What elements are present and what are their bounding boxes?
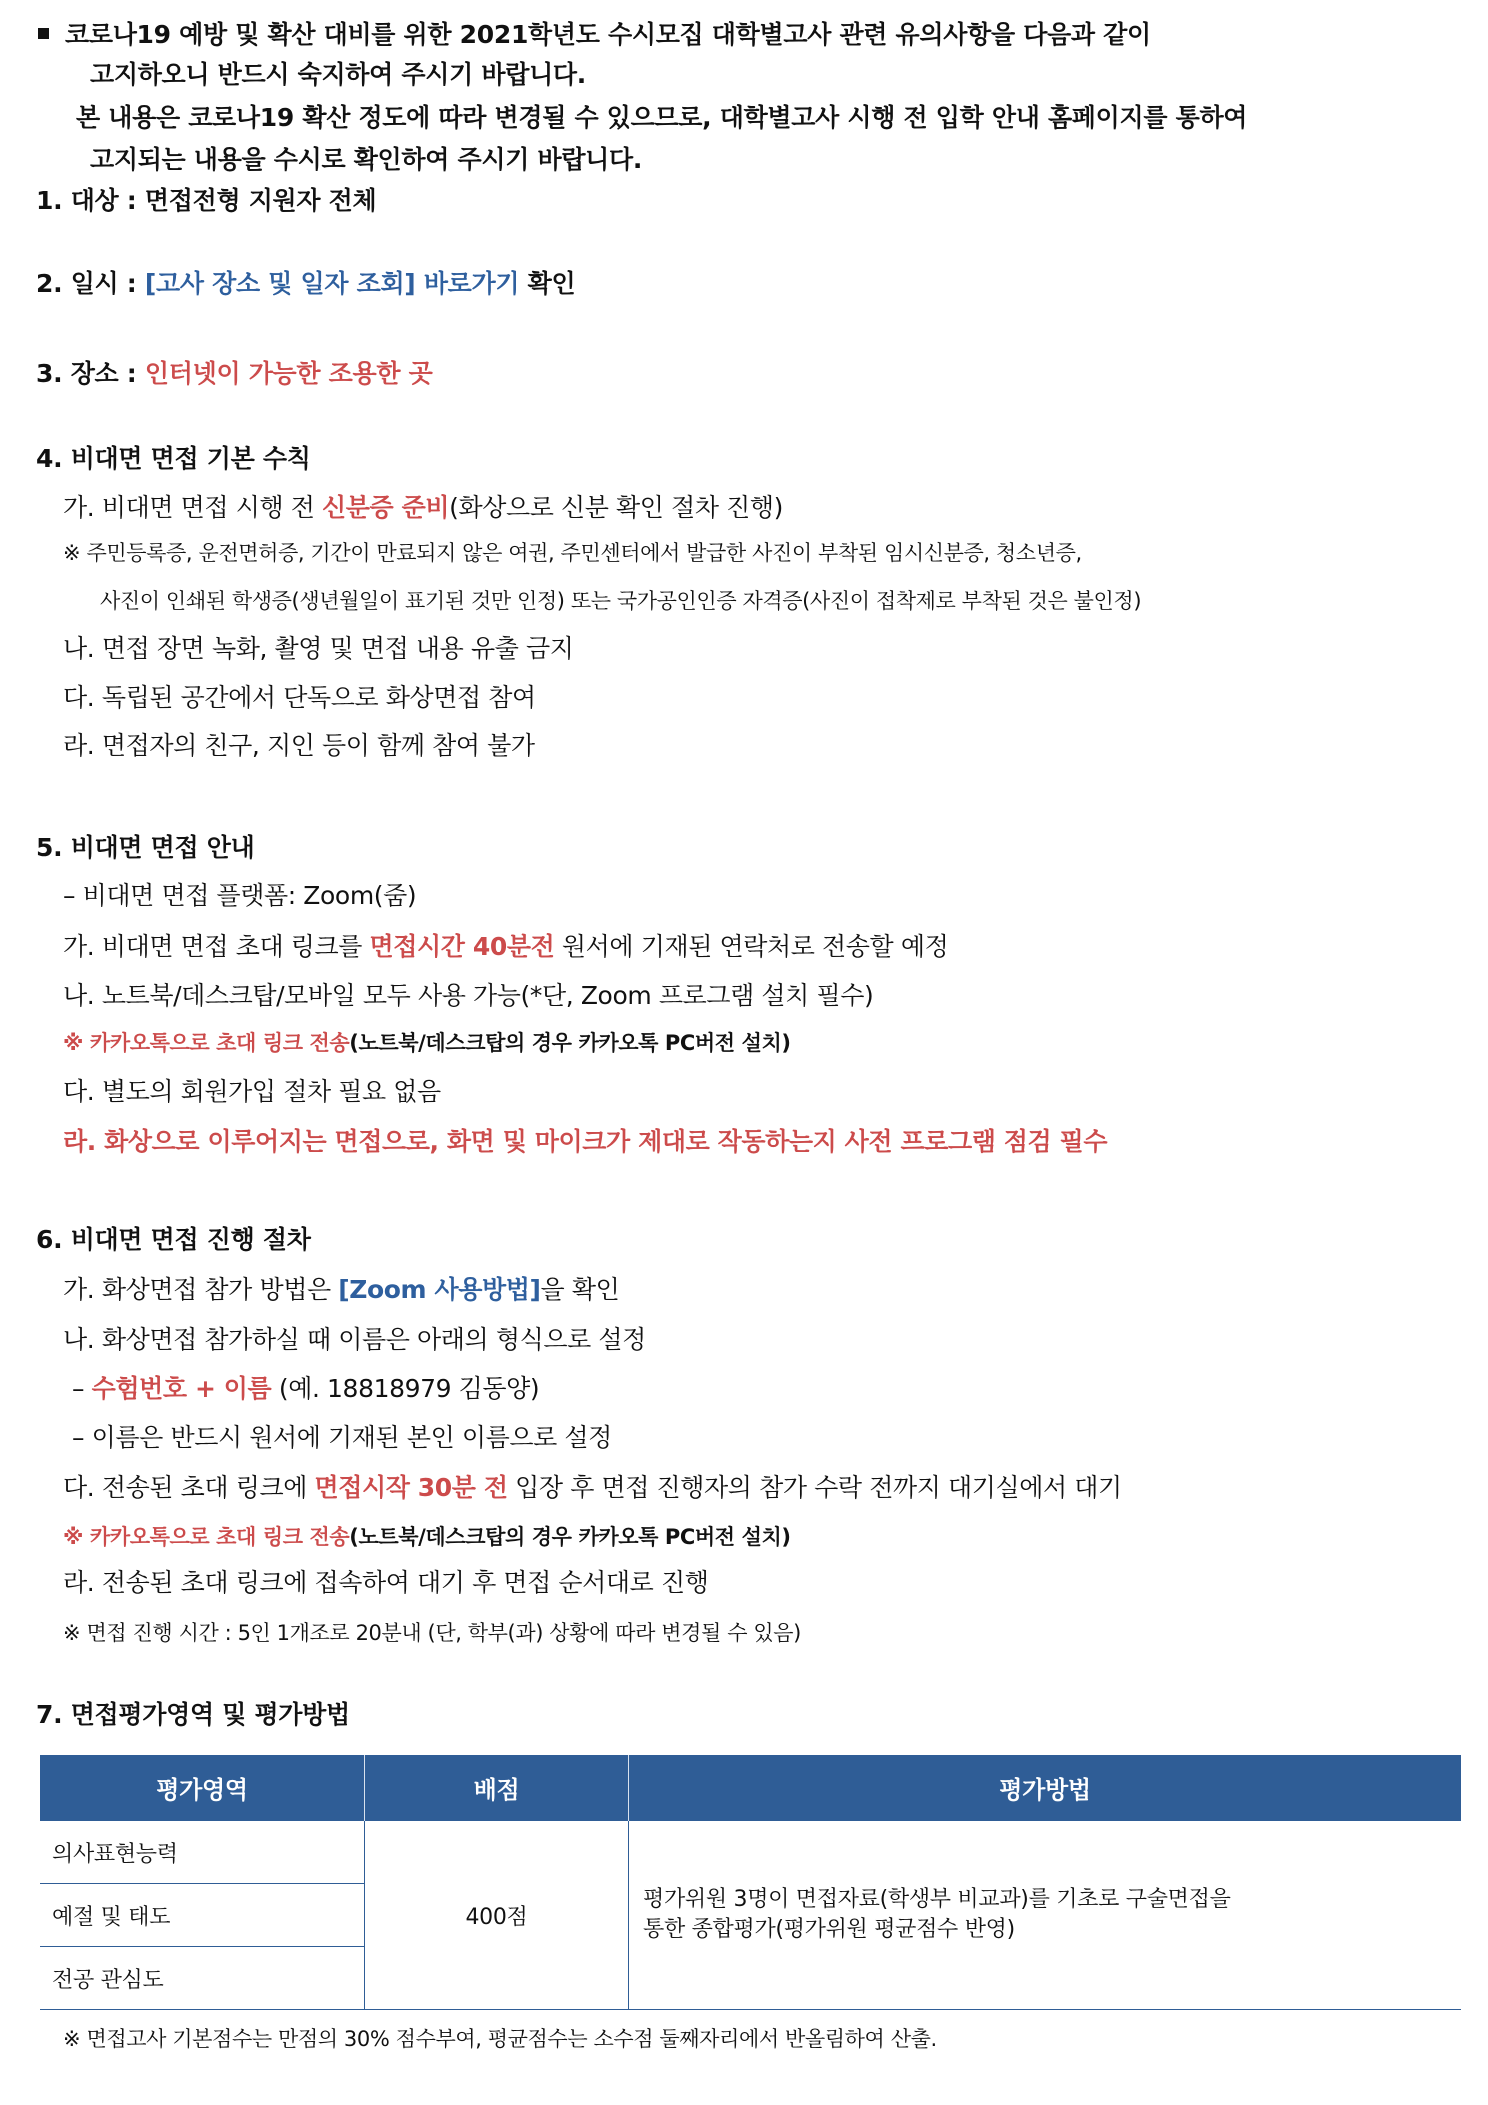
kakao-note-6 [63,1527,791,1548]
section-1-target [36,188,376,213]
entry-time-highlight: 면접시작 30분 전 [314,1473,508,1502]
exam-location-lookup-link[interactable]: [고사 장소 및 일자 조회] 바로가기 [144,269,520,298]
score-footnote: ※ 면접고사 기본점수는 만점의 30% 점수부여, 평균점수는 소수점 둘째자리에서 반올림하여 산출. [63,2027,937,2051]
section-2-schedule [36,271,575,296]
notice-text-1: 코로나19 예방 및 확산 대비를 위한 2021학년도 수시모집 대학별고사 관련 유의사항을 다음과 같이 [65,20,1151,49]
section-7-title: 7. 면접평가영역 및 평가방법 [36,1700,350,1729]
platform-line: – 비대면 면접 플랫폼: Zoom(줌) [63,881,417,910]
section-4-item-da: 다. 독립된 공간에서 단독으로 화상면접 참여 [63,683,536,712]
section-3-value: 인터넷이 가능한 조용한 곳 [144,359,433,388]
name-rule-line: – 이름은 반드시 원서에 기재된 본인 이름으로 설정 [72,1423,612,1452]
section-2-label: 2. 일시 : [36,269,145,298]
name-format-example: (예. 18818979 김동양) [271,1374,540,1403]
area-cell: 의사표현능력 [40,1821,365,1884]
table-header-row [40,1755,1461,1821]
dash: – [72,1374,92,1403]
section-3-place [36,361,432,386]
id-card-note-line-2: 사진이 인쇄된 학생증(생년월일이 표기된 것만 인정) 또는 국가공인인증 자격증(사진이 접착제로 부착된 것은 불인정) [100,589,1142,613]
section-1-label: 1. 대상 : [36,186,145,215]
section-6-title: 6. 비대면 면접 진행 절차 [36,1225,311,1254]
section-6-item-ra: 라. 전송된 초대 링크에 접속하여 대기 후 면접 순서대로 진행 [63,1568,709,1597]
name-format-highlight: 수험번호 + 이름 [91,1374,272,1403]
evaluation-table [40,1755,1461,2010]
kakao-note-red: ※ 카카오톡으로 초대 링크 전송 [63,1031,350,1055]
section-1-value: 면접전형 지원자 전체 [144,186,377,215]
section-5-item-da: 다. 별도의 회원가입 절차 필요 없음 [63,1077,441,1106]
section-4-item-ga [63,495,783,520]
section-4-item-na: 나. 면접 장면 녹화, 촬영 및 면접 내용 유출 금지 [63,634,574,663]
header-area: 평가영역 [40,1755,365,1821]
method-line-1: 평가위원 3명이 면접자료(학생부 비교과)를 기초로 구술면접을 [643,1887,1231,1913]
id-card-highlight: 신분증 준비 [322,493,450,522]
name-format-line [72,1376,539,1401]
kakao-note-5 [63,1033,791,1054]
kakao-note-black: (노트북/데스크탑의 경우 카카오톡 PC버전 설치) [349,1525,791,1549]
method-cell [629,1821,1462,2010]
item-text: 다. 전송된 초대 링크에 [63,1473,315,1502]
kakao-note-black: (노트북/데스크탑의 경우 카카오톡 PC버전 설치) [349,1031,791,1055]
header-method: 평가방법 [629,1755,1462,1821]
notice-line-3: 본 내용은 코로나19 확산 정도에 따라 변경될 수 있으므로, 대학별고사 시행 전 입학 안내 홈페이지를 통하여 [76,103,1248,132]
section-4-title: 4. 비대면 면접 기본 수칙 [36,444,311,473]
notice-line-4: 고지되는 내용을 수시로 확인하여 주시기 바랍니다. [90,145,643,174]
section-5-item-ga [63,934,948,959]
section-4-item-ra: 라. 면접자의 친구, 지인 등이 함께 참여 불가 [63,731,535,760]
square-bullet-icon [38,28,49,39]
item-text: 가. 비대면 면접 초대 링크를 [63,932,370,961]
item-text: 가. 화상면접 참가 방법은 [63,1275,339,1304]
item-text: 을 확인 [540,1275,620,1304]
area-cell: 예절 및 태도 [40,1884,365,1947]
section-3-label: 3. 장소 : [36,359,145,388]
item-text: (화상으로 신분 확인 절차 진행) [449,493,784,522]
section-6-item-ga [63,1277,619,1302]
score-cell: 400점 [365,1821,629,2010]
time-highlight: 면접시간 40분전 [369,932,555,961]
interview-time-note: ※ 면접 진행 시간 : 5인 1개조로 20분내 (단, 학부(과) 상황에 따라 변경될 수 있음) [63,1621,801,1645]
kakao-note-red: ※ 카카오톡으로 초대 링크 전송 [63,1525,350,1549]
id-card-note-line-1: ※ 주민등록증, 운전면허증, 기간이 만료되지 않은 여권, 주민센터에서 발급한 사진이 부착된 임시신분증, 청소년증, [63,541,1082,565]
section-6-item-na: 나. 화상면접 참가하실 때 이름은 아래의 형식으로 설정 [63,1325,646,1354]
item-text: 입장 후 면접 진행자의 참가 수락 전까지 대기실에서 대기 [507,1473,1122,1502]
zoom-howto-link[interactable]: [Zoom 사용방법] [338,1275,541,1304]
section-2-suffix: 확인 [519,269,576,298]
section-5-item-ra: 라. 화상으로 이루어지는 면접으로, 화면 및 마이크가 제대로 작동하는지 사전 프로그램 점검 필수 [63,1127,1108,1156]
table-row [40,1821,1461,1884]
notice-line-2: 고지하오니 반드시 숙지하여 주시기 바랍니다. [90,60,586,89]
area-cell: 전공 관심도 [40,1947,365,2010]
item-text: 원서에 기재된 연락처로 전송할 예정 [554,932,949,961]
notice-line-1 [38,22,1151,47]
section-6-item-da [63,1475,1122,1500]
item-text: 가. 비대면 면접 시행 전 [63,493,323,522]
section-5-item-na: 나. 노트북/데스크탑/모바일 모두 사용 가능(*단, Zoom 프로그램 설치 필수) [63,981,874,1010]
method-line-2: 통한 종합평가(평가위원 평균점수 반영) [643,1917,1015,1942]
section-5-title: 5. 비대면 면접 안내 [36,833,255,862]
header-score: 배점 [365,1755,629,1821]
